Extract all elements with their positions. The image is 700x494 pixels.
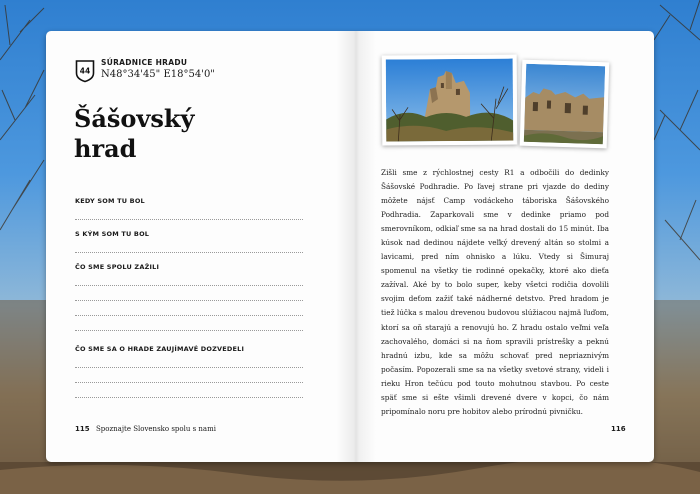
article-body: Zišli sme z rýchlostnej cesty R1 a odbočili do dedinky Šášovské Podhradie. Po ľavej strane pri vjazde do dediny môžete nájsť Camp vodáckeho táboriska Šášovského Podhradia. Zaparkovali sme v dedinke priamo pod smerovníkom, odkiaľ sme sa na hrad dostali do 15 minút. Iba kúsok nad dedinou nájdete veľký drevený altán so stolmi a lavicami, pred ním ohnisko a lúku. Vtedy si Šimuraj spomenul na všetky tie rodinné opekačky, ktoré ako dieťa zažíval. Aké by to bolo super, keby všetci rodičia dovolili svojim deťom zažiť také nádherné detstvo. Pred hradom je tiež lúčka s malou drevenou budovou slúžiacou najmä ľuďom, ktorí sa oň starajú a renovujú ho. Z hradu ostalo veľmi veľa zachovalého, domáci si na ňom spravili prístrešky a peknú hradnú izbu, kde sa môžu schovať pred nepriaznivým počasím. Popozerali sme sa na všetky svetové strany, videli i rieku Hron tečúcu pod touto mohutnou stavbou. Po ceste späť sme si ešte všimli drevené dvere v kopci, čo nám pripomínalo noru pre hobitov alebo prírodnú pivničku. — [381, 168, 609, 416]
answer-line — [75, 397, 303, 398]
title-line-2: hrad — [74, 134, 137, 163]
running-head: Spoznajte Slovensko spolu s nami — [96, 425, 216, 433]
answer-line — [75, 252, 303, 253]
castle-courtyard-image — [524, 64, 605, 144]
page-number-right: 116 — [611, 425, 626, 433]
shield-number-icon — [75, 59, 95, 83]
page-title — [74, 104, 274, 164]
answer-line — [75, 219, 303, 220]
coordinates-label: SÚRADNICE HRADU — [101, 58, 188, 67]
answer-line — [75, 315, 303, 316]
shield-number: 44 — [79, 66, 91, 76]
answer-line — [75, 382, 303, 383]
castle-courtyard-photo — [520, 60, 610, 149]
question-learned-label: ČO SME SA O HRADE ZAUJÍMAVÉ DOZVEDELI — [75, 345, 245, 353]
question-with-whom-label: S KÝM SOM TU BOL — [75, 230, 150, 238]
castle-ruins-photo — [382, 55, 518, 146]
book-spread — [46, 31, 654, 462]
answer-line — [75, 300, 303, 301]
answer-line — [75, 285, 303, 286]
title-line-1: Šášovský — [74, 104, 195, 133]
question-experiences-label: ČO SME SPOLU ZAŽILI — [75, 263, 160, 271]
coordinates-value: N48°34'45" E18°54'0" — [101, 69, 215, 80]
book-gutter — [336, 31, 376, 462]
answer-line — [75, 367, 303, 368]
castle-ruins-image — [386, 59, 514, 142]
answer-line — [75, 330, 303, 331]
page-number-left: 115 — [75, 425, 90, 433]
question-when-label: KEDY SOM TU BOL — [75, 197, 145, 205]
